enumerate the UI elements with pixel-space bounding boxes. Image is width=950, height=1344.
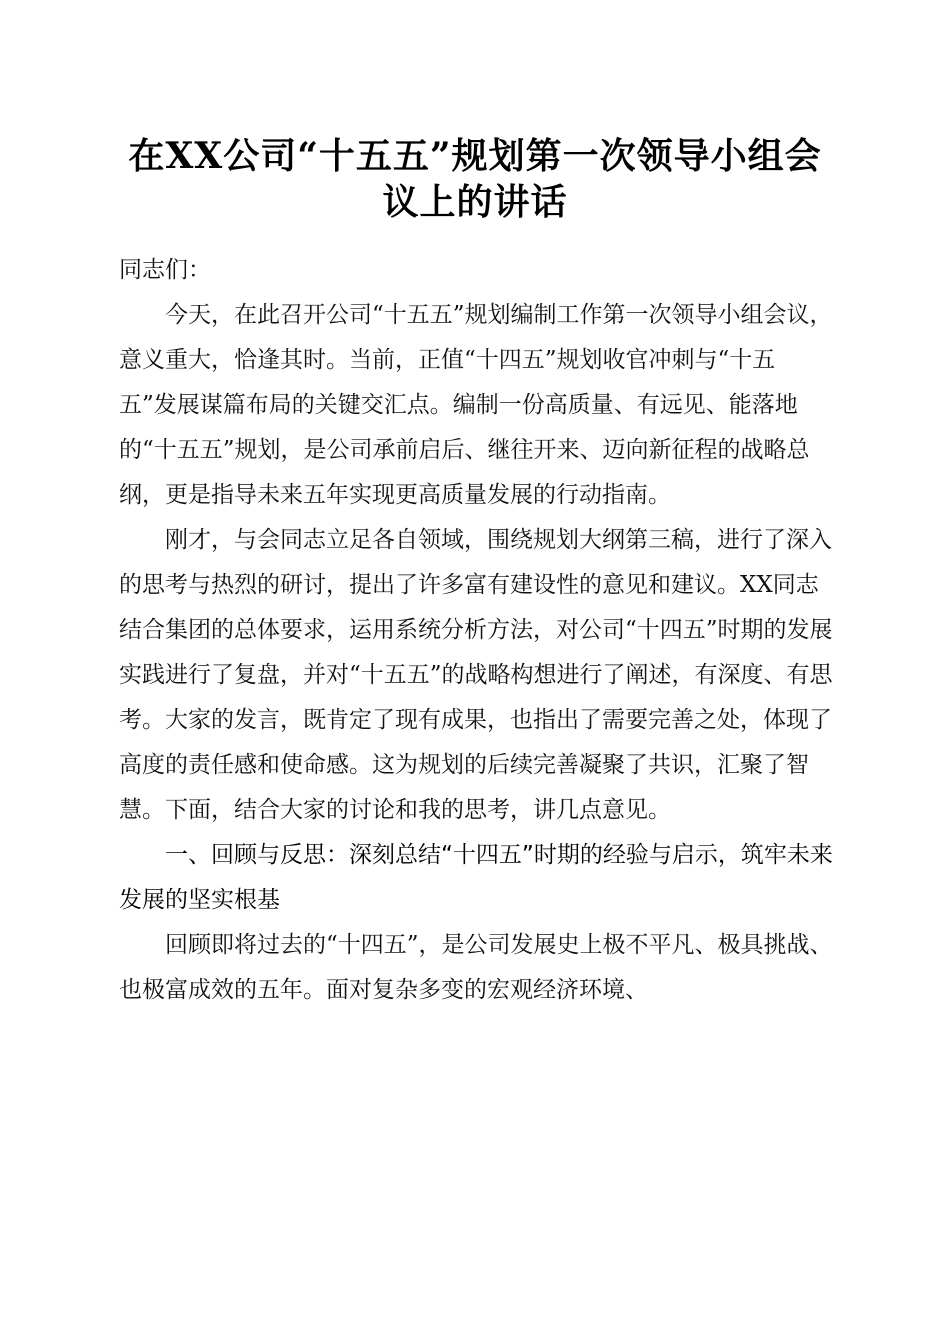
paragraph-opening: 今天，在此召开公司“十五五”规划编制工作第一次领导小组会议，意义重大，恰逢其时。当前，正值“十四五”规划收官冲刺与“十五五”发展谋篇布局的关键交汇点。编制一份高质量、有远见、能落地的“十五五”规划，是公司承前启后、继往开来、迈向新征程的战略总纲，更是指导未来五年实现更高质量发展的行动指南。 <box>119 302 833 508</box>
paragraph-review: 回顾即将过去的“十四五”，是公司发展史上极不平凡、极具挑战、也极富成效的五年。面对复杂多变的宏观经济环境、 <box>119 932 833 1003</box>
salutation: 同志们： <box>119 257 211 283</box>
section-heading: 一、回顾与反思：深刻总结“十四五”时期的经验与启示，筑牢未来发展的坚实根基 <box>119 842 833 913</box>
document-title: 在XX公司“十五五”规划第一次领导小组会议上的讲话 <box>128 135 822 223</box>
paragraph-discussion: 刚才，与会同志立足各自领域，围绕规划大纲第三稿，进行了深入的思考与热烈的研讨，提出了许多富有建设性的意见和建议。XX同志结合集团的总体要求，运用系统分析方法，对公司“十四五”时期的发展实践进行了复盘，并对“十五五”的战略构想进行了阐述，有深度、有思考。大家的发言，既肯定了现有成果，也指出了需要完善之处，体现了高度的责任感和使命感。这为规划的后续完善凝聚了共识，汇聚了智慧。下面，结合大家的讨论和我的思考，讲几点意见。 <box>119 527 833 823</box>
document-body <box>119 248 833 1013</box>
